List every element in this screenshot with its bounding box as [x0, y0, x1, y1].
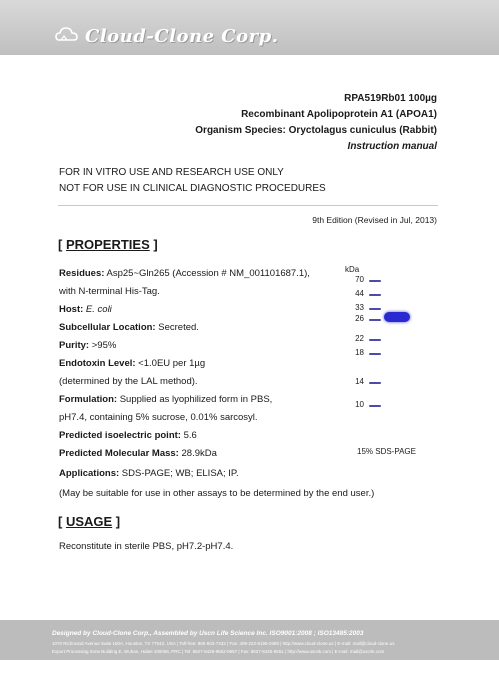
- clinical-use-notice: NOT FOR USE IN CLINICAL DIAGNOSTIC PROCEDURES: [59, 183, 326, 194]
- kda-unit-label: kDa: [345, 265, 360, 274]
- gel-caption: 15% SDS-PAGE: [357, 447, 416, 456]
- product-name: Recombinant Apolipoprotein A1 (APOA1): [241, 109, 437, 120]
- ladder-band-10: [369, 405, 381, 407]
- marker-label-10: 10: [355, 400, 364, 409]
- sds-page-gel-image: [353, 277, 413, 439]
- properties-heading: [ PROPERTIES ]: [58, 237, 158, 252]
- footer-prc-address: Export Processing Zone Building E, Wuhan, Hubei 430056, PRC | Tel: 8627-8425-9552-0657 | Fax: 8627-8425-9551 | http://www.uscnk.com | E-mail: mail@uscnk.com: [52, 649, 385, 654]
- molecular-mass: Predicted Molecular Mass: 28.9kDa: [59, 448, 217, 459]
- edition-note: 9th Edition (Revised in Jul, 2013): [312, 215, 437, 225]
- subcellular-location: Subcellular Location: Secreted.: [59, 322, 199, 333]
- endotoxin-cont: (determined by the LAL method).: [59, 376, 198, 387]
- formulation: Formulation: Supplied as lyophilized form in PBS,: [59, 394, 273, 405]
- ladder-band-26: [369, 319, 381, 321]
- footer-banner: [0, 620, 499, 660]
- ladder-band-18: [369, 353, 381, 355]
- ladder-band-22: [369, 339, 381, 341]
- marker-label-33: 33: [355, 303, 364, 312]
- catalog-number: RPA519Rb01 100µg: [344, 93, 437, 104]
- research-use-notice: FOR IN VITRO USE AND RESEARCH USE ONLY: [59, 167, 284, 178]
- marker-label-22: 22: [355, 334, 364, 343]
- marker-label-18: 18: [355, 348, 364, 357]
- host: Host: E. coli: [59, 304, 112, 315]
- ladder-band-44: [369, 294, 381, 296]
- marker-label-14: 14: [355, 377, 364, 386]
- brand-name: Cloud-Clone Corp.: [85, 26, 279, 47]
- applications: Applications: SDS-PAGE; WB; ELISA; IP.: [59, 468, 239, 479]
- organism-species: Organism Species: Oryctolagus cuniculus (Rabbit): [195, 125, 437, 136]
- formulation-cont: pH7.4, containing 5% sucrose, 0.01% sarcosyl.: [59, 412, 258, 423]
- manual-title: Instruction manual: [347, 141, 437, 152]
- residues: Residues: Asp25~Gln265 (Accession # NM_001101687.1),: [59, 268, 310, 279]
- ladder-band-70: [369, 280, 381, 282]
- applications-note: (May be suitable for use in other assays to be determined by the end user.): [59, 488, 375, 499]
- divider: [58, 205, 438, 206]
- marker-label-44: 44: [355, 289, 364, 298]
- usage-heading: [ USAGE ]: [58, 514, 121, 529]
- marker-label-70: 70: [355, 275, 364, 284]
- endotoxin: Endotoxin Level: <1.0EU per 1µg: [59, 358, 206, 369]
- usage-text: Reconstitute in sterile PBS, pH7.2-pH7.4.: [59, 541, 234, 552]
- marker-label-26: 26: [355, 314, 364, 323]
- footer-credits: Designed by Cloud-Clone Corp., Assembled by Uscn Life Science Inc. ISO9001:2008 ; ISO13485:2003: [52, 630, 364, 637]
- ladder-band-14: [369, 382, 381, 384]
- protein-band: [384, 312, 410, 322]
- header-banner: [0, 0, 499, 55]
- footer-us-address: 1070 Richmond Avenue Suite 150A, Houston, TX 77042, USA | Toll-free: 800-603-7432 | Fax: 409-222-5196-0380 | http://www.cloud-clone.us | E-mail: mail@cloud-clone.us: [52, 641, 395, 646]
- purity: Purity: >95%: [59, 340, 117, 351]
- residues-cont: with N-terminal His-Tag.: [59, 286, 160, 297]
- ladder-band-33: [369, 308, 381, 310]
- isoelectric-point: Predicted isoelectric point: 5.6: [59, 430, 197, 441]
- cloud-logo-icon: [55, 24, 79, 46]
